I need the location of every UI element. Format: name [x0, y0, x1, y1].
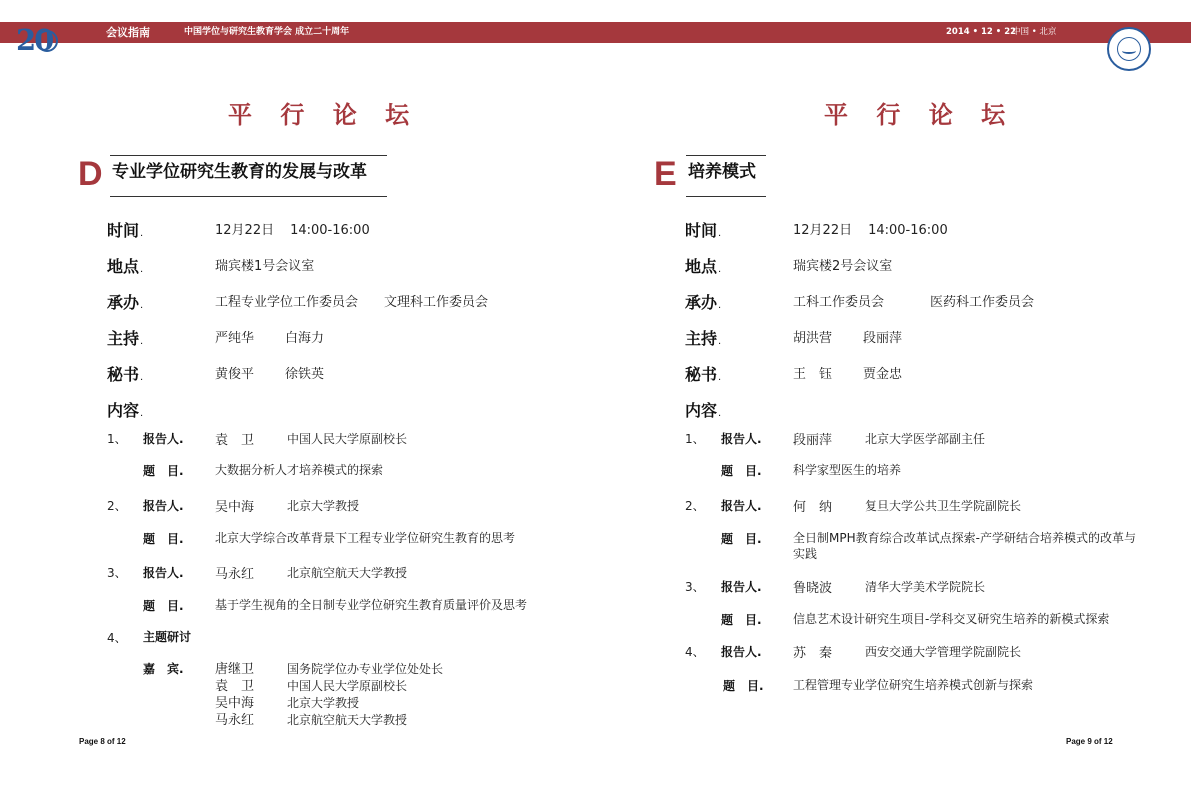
time-label: 时间. [107, 221, 144, 240]
host-value: 工程专业学位工作委员会 文理科工作委员会 [215, 295, 489, 310]
reporter-affiliation: 北京大学教授 [287, 499, 360, 513]
time-label: 时间. [685, 221, 722, 240]
location-label: 地点. [107, 257, 144, 276]
chair-label: 主持. [107, 329, 144, 348]
page-right [596, 0, 1191, 794]
content-label: 内容. [685, 401, 722, 420]
header-guide: 会议指南 [106, 26, 150, 39]
topic-text: 大数据分析人才培养模式的探索 [215, 463, 384, 477]
discussion-label: 主题研讨 [143, 630, 192, 644]
topic-label: 题 目. [143, 599, 184, 613]
guest-name: 袁 卫 [215, 679, 255, 694]
time-value: 12月22日 14:00-16:00 [215, 223, 370, 238]
item-number: 2、 [107, 499, 127, 513]
location-label: 地点. [685, 257, 722, 276]
section-title: 专业学位研究生教育的发展与改革 [110, 155, 387, 197]
reporter-affiliation: 北京大学医学部副主任 [865, 432, 986, 446]
topic-label: 题 目. [721, 532, 762, 546]
forum-title: 平 行 论 坛 [228, 101, 420, 129]
header-place: 中国 • 北京 [1012, 27, 1057, 37]
host-label: 承办. [685, 293, 722, 312]
item-number: 4、 [107, 631, 127, 645]
topic-text: 科学家型医生的培养 [793, 463, 902, 477]
reporter-name: 袁 卫 [215, 433, 255, 448]
item-number: 2、 [685, 499, 705, 513]
topic-text: 北京大学综合改革背景下工程专业学位研究生教育的思考 [215, 531, 516, 545]
guest-name: 唐继卫 [215, 662, 255, 677]
section-letter: E [654, 155, 677, 193]
reporter-label: 报告人. [143, 566, 184, 580]
host-label: 承办. [107, 293, 144, 312]
guest-name: 马永红 [215, 713, 255, 728]
reporter-affiliation: 复旦大学公共卫生学院副院长 [865, 499, 1022, 513]
page-number: Page 9 of 12 [1066, 737, 1113, 746]
guest-label: 嘉 宾. [143, 662, 184, 676]
secretary-label: 秘书. [107, 365, 144, 384]
item-number: 3、 [685, 580, 705, 594]
reporter-name: 鲁晓波 [793, 581, 833, 596]
logo-number: 20 [16, 23, 53, 57]
reporter-affiliation: 清华大学美术学院院长 [865, 580, 986, 594]
chair-value: 严纯华 白海力 [215, 331, 325, 346]
section-letter: D [78, 155, 103, 193]
item-number: 4、 [685, 645, 705, 659]
secretary-value: 王 钰 贾金忠 [793, 367, 903, 382]
topic-label: 题 目. [721, 464, 762, 478]
guest-affiliation: 北京大学教授 [287, 696, 360, 710]
guest-affiliation: 中国人民大学原副校长 [287, 679, 408, 693]
location-value: 瑞宾楼2号会议室 [793, 259, 893, 274]
guest-affiliation: 国务院学位办专业学位处处长 [287, 662, 444, 676]
topic-label: 题 目. [721, 613, 762, 627]
topic-label: 题 目. [143, 532, 184, 546]
reporter-label: 报告人. [721, 432, 762, 446]
guest-affiliation: 北京航空航天大学教授 [287, 713, 408, 727]
chair-value: 胡洪营 段丽萍 [793, 331, 903, 346]
content-label: 内容. [107, 401, 144, 420]
reporter-label: 报告人. [721, 645, 762, 659]
topic-label: 题 目. [143, 464, 184, 478]
reporter-name: 吴中海 [215, 500, 255, 515]
reporter-affiliation: 中国人民大学原副校长 [287, 432, 408, 446]
reporter-affiliation: 西安交通大学管理学院副院长 [865, 645, 1022, 659]
reporter-label: 报告人. [143, 499, 184, 513]
topic-text: 信息艺术设计研究生项目-学科交叉研究生培养的新模式探索 [793, 612, 1110, 626]
reporter-label: 报告人. [721, 499, 762, 513]
reporter-label: 报告人. [143, 432, 184, 446]
secretary-label: 秘书. [685, 365, 722, 384]
header-date: 2014 • 12 • 22 [946, 27, 1017, 37]
reporter-name: 段丽萍 [793, 433, 833, 448]
host-value: 工科工作委员会 医药科工作委员会 [793, 295, 1035, 310]
secretary-value: 黄俊平 徐铁英 [215, 367, 325, 382]
reporter-name: 苏 秦 [793, 646, 833, 661]
location-value: 瑞宾楼1号会议室 [215, 259, 315, 274]
header-organization: 中国学位与研究生教育学会 成立二十周年 [184, 27, 350, 37]
reporter-name: 何 纳 [793, 500, 833, 515]
item-number: 1、 [107, 432, 127, 446]
reporter-label: 报告人. [721, 580, 762, 594]
page-left [0, 0, 595, 794]
forum-title: 平 行 论 坛 [824, 101, 1016, 129]
section-title: 培养模式 [686, 155, 766, 197]
topic-text: 全日制MPH教育综合改革试点探索-产学研结合培养模式的改革与实践 [793, 531, 1136, 561]
topic-label: 题 目. [723, 679, 764, 693]
page-number: Page 8 of 12 [79, 737, 126, 746]
item-number: 3、 [107, 566, 127, 580]
chair-label: 主持. [685, 329, 722, 348]
topic-text: 工程管理专业学位研究生培养模式创新与探索 [793, 678, 1034, 692]
item-number: 1、 [685, 432, 705, 446]
reporter-name: 马永红 [215, 567, 255, 582]
time-value: 12月22日 14:00-16:00 [793, 223, 948, 238]
reporter-affiliation: 北京航空航天大学教授 [287, 566, 408, 580]
topic-text: 基于学生视角的全日制专业学位研究生教育质量评价及思考 [215, 598, 528, 612]
guest-name: 吴中海 [215, 696, 255, 711]
